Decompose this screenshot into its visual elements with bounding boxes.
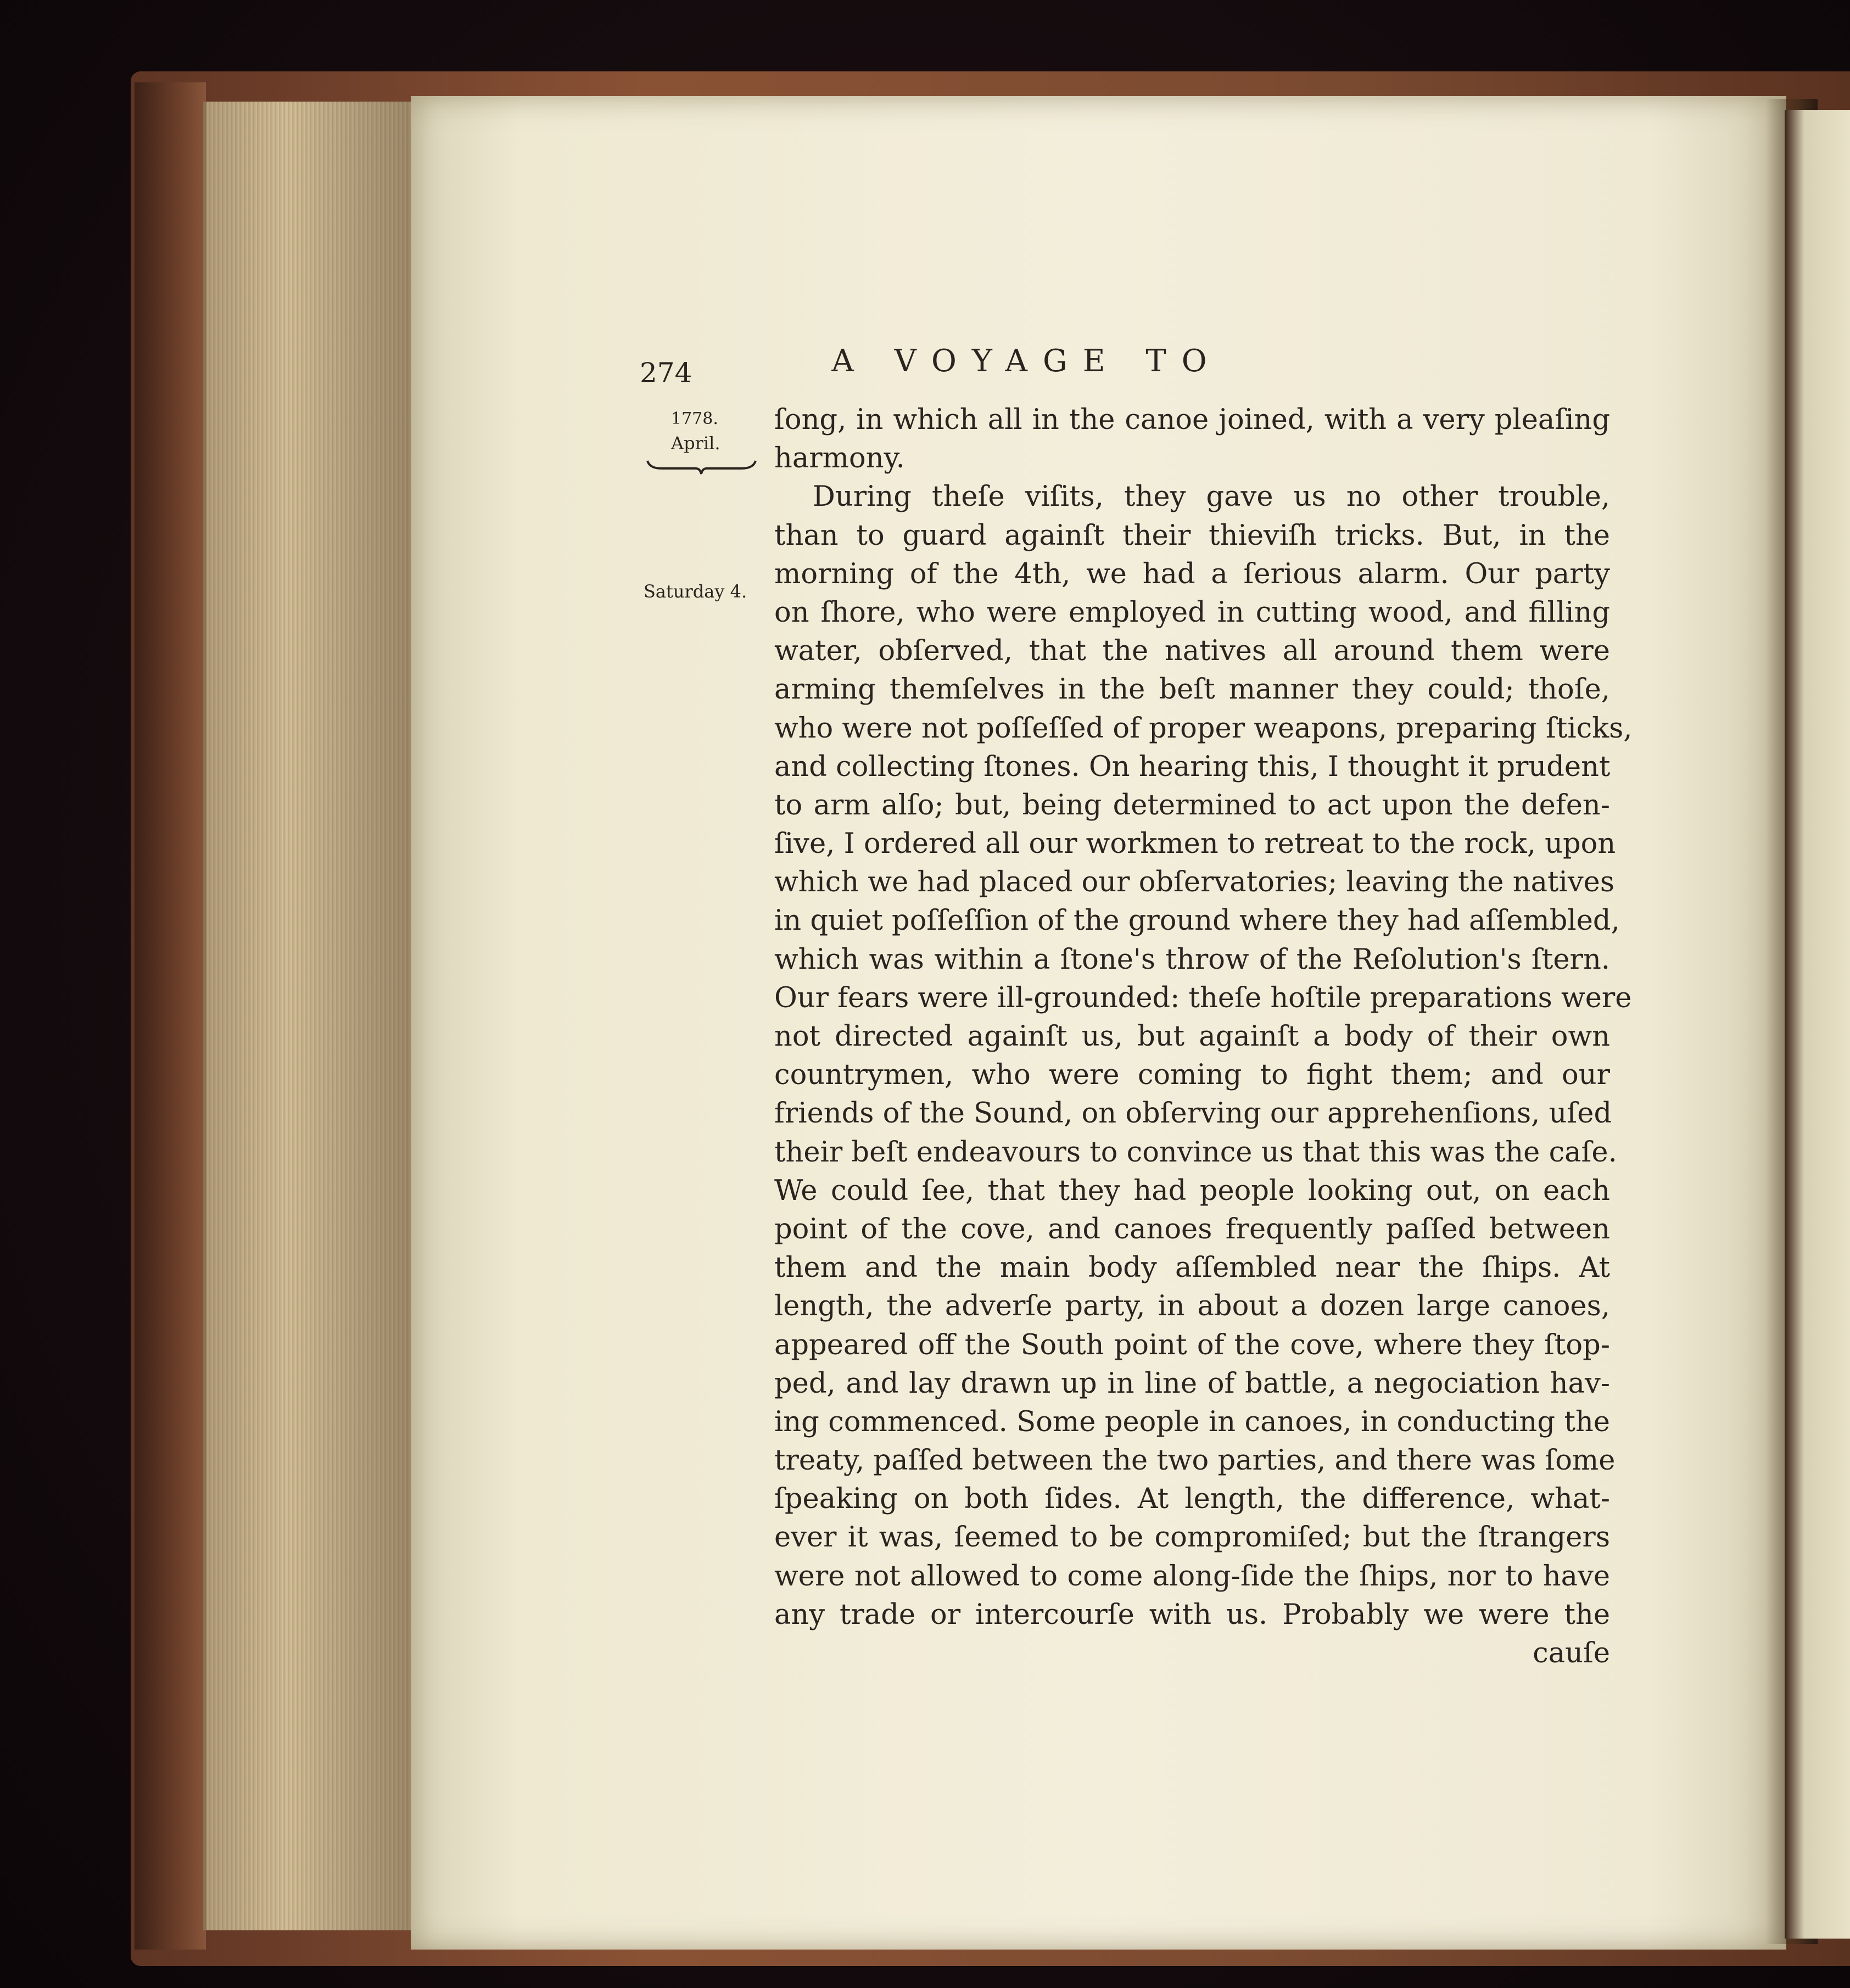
text-line: friends of the Sound, on obſerving our apprehenſions, uſed bbox=[774, 1097, 1612, 1130]
text-line: not directed againſt us, but againſt a body of their own bbox=[774, 1020, 1610, 1053]
body-text bbox=[774, 401, 1633, 1673]
text-line: length, the adverſe party, in about a dozen large canoes, bbox=[774, 1290, 1610, 1323]
text-line: who were not poſſeſſed of proper weapons, preparing ſticks, bbox=[774, 712, 1633, 745]
text-line: point of the cove, and canoes frequently paſſed between bbox=[774, 1213, 1610, 1246]
text-line: them and the main body aſſembled near the ſhips. At bbox=[774, 1252, 1610, 1285]
text-line: ſong, in which all in the canoe joined, with a very pleaſing bbox=[774, 404, 1610, 436]
text-line: which we had placed our obſervatories; leaving the natives bbox=[774, 866, 1615, 899]
text-line: treaty, paſſed between the two parties, and there was ſome bbox=[774, 1444, 1616, 1477]
text-line: harmony. bbox=[774, 442, 905, 475]
text-line: water, obſerved, that the natives all around them were bbox=[774, 635, 1610, 668]
text-line: We could ſee, that they had people looking out, on each bbox=[774, 1174, 1610, 1207]
text-line: ſive, I ordered all our workmen to retreat to the rock, upon bbox=[774, 828, 1616, 861]
text-line: ſpeaking on both ſides. At length, the difference, what- bbox=[774, 1483, 1610, 1516]
text-line: to arm alſo; but, being determined to act upon the defen- bbox=[774, 789, 1610, 822]
page-stack-shade bbox=[203, 102, 412, 1930]
text-line: appeared off the South point of the cove, where they ſtop- bbox=[774, 1328, 1610, 1361]
page-number: 274 bbox=[640, 357, 692, 389]
text-line: ped, and lay drawn up in line of battle, a negociation hav- bbox=[774, 1367, 1610, 1400]
text-line: their beſt endeavours to convince us that this was the caſe. bbox=[774, 1136, 1617, 1169]
book-spine-edge bbox=[135, 82, 206, 1950]
text-line: on ſhore, who were employed in cutting wood, and filling bbox=[774, 596, 1610, 629]
facing-page-edge bbox=[1785, 110, 1850, 1939]
text-line: Our fears were ill-grounded: theſe hoſtile preparations were bbox=[774, 981, 1632, 1014]
text-line: than to guard againſt their thieviſh tricks. But, in the bbox=[774, 519, 1610, 552]
text-line: in quiet poſſeſſion of the ground where they had aſſembled, bbox=[774, 904, 1620, 937]
text-line: arming themſelves in the beſt manner they could; thoſe, bbox=[774, 673, 1610, 706]
text-line: and collecting ſtones. On hearing this, I thought it prudent bbox=[774, 750, 1611, 783]
text-line: morning of the 4th, we had a ſerious alarm. Our party bbox=[774, 557, 1610, 590]
text-line: were not allowed to come along-ſide the ſhips, nor to have bbox=[774, 1560, 1610, 1593]
text-line: During theſe viſits, they gave us no other trouble, bbox=[813, 481, 1610, 513]
text-line: countrymen, who were coming to fight them; and our bbox=[774, 1059, 1610, 1092]
margin-brace-icon bbox=[645, 459, 758, 475]
text-line: ing commenced. Some people in canoes, in conducting the bbox=[774, 1405, 1610, 1438]
text-line: ever it was, ſeemed to be compromiſed; but the ſtrangers bbox=[774, 1521, 1610, 1554]
catchword: cauſe bbox=[1533, 1637, 1610, 1669]
margin-month: April. bbox=[671, 433, 720, 454]
text-line: which was within a ſtone's throw of the Reſolution's ſtern. bbox=[774, 943, 1610, 976]
text-line: any trade or intercourſe with us. Probably we were the bbox=[774, 1598, 1610, 1631]
margin-date-note: Saturday 4. bbox=[644, 581, 747, 602]
margin-year: 1778. bbox=[671, 409, 718, 428]
running-head: A VOYAGE TO bbox=[831, 343, 1222, 379]
